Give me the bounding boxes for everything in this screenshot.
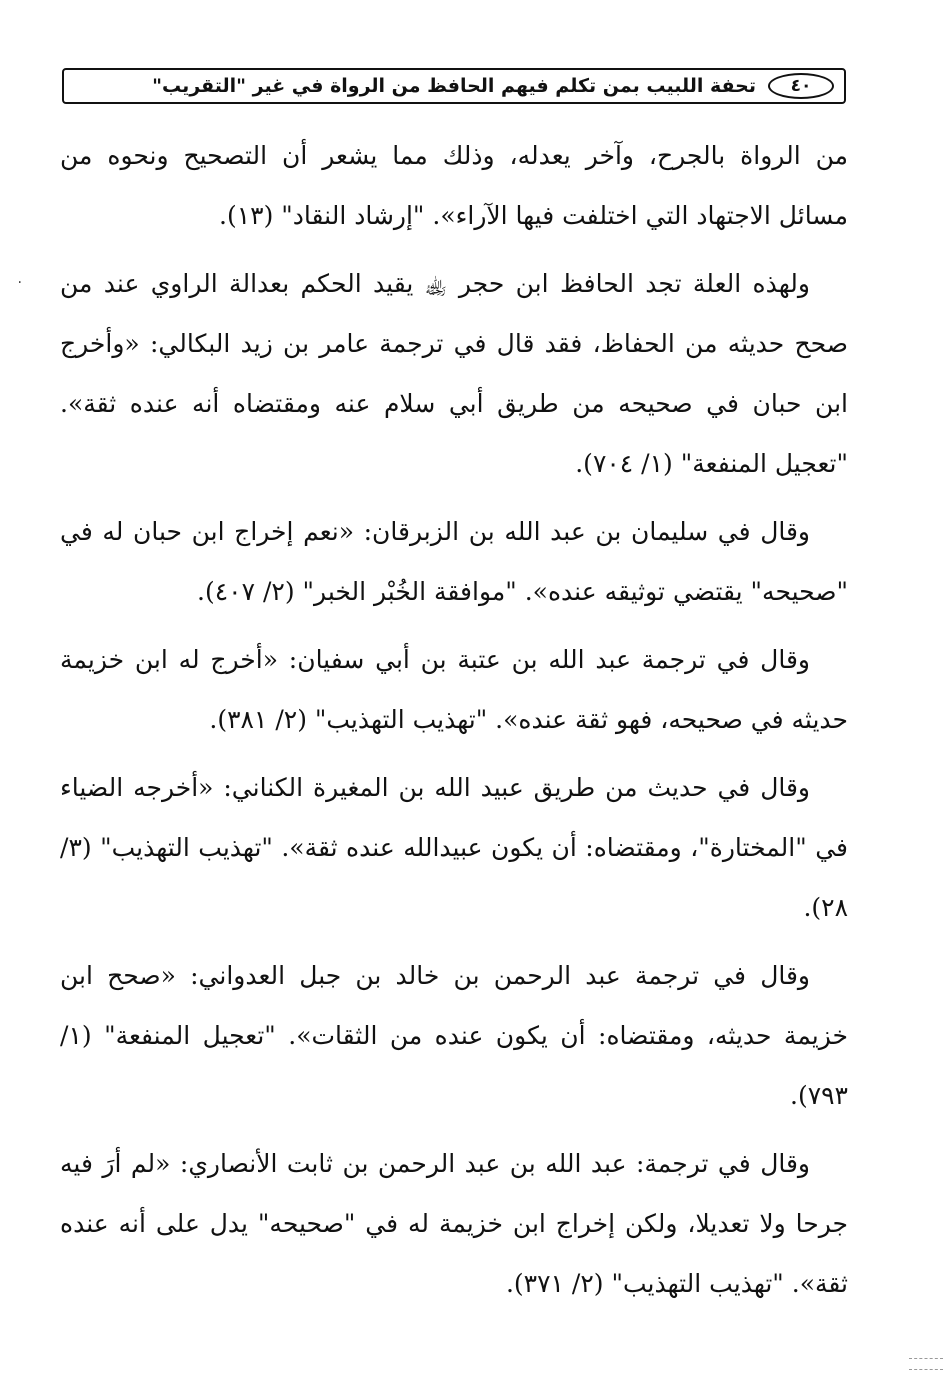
paragraph-5: وقال في حديث من طريق عبيد الله بن المغيرة الكناني: «أخرجه الضياء في "المختارة"، ومقتضاه: أن يكون عبيدالله عنده ثقة». "تهذيب التهذيب" (٣/ ٢٨). — [60, 773, 848, 922]
paragraph-3: وقال في سليمان بن عبد الله بن الزبرقان: «نعم إخراج ابن حبان له في "صحيحه" يقتضي توثيقه عنده». "موافقة الخُبْر الخبر" (٢/ ٤٠٧). — [60, 517, 848, 606]
paragraph-6: وقال في ترجمة عبد الرحمن بن خالد بن جبل العدواني: «صحح ابن خزيمة حديثه، ومقتضاه: أن يكون عنده من الثقات». "تعجيل المنفعة" (١/ ٧٩٣). — [60, 961, 848, 1110]
paragraph-7: وقال في ترجمة: عبد الله بن عبد الرحمن بن ثابت الأنصاري: «لم أرَ فيه جرحا ولا تعديلا، ولكن إخراج ابن خزيمة له في "صحيحه" يدل على أنه عنده ثقة». "تهذيب التهذيب" (٢/ ٣٧١). — [60, 1149, 848, 1298]
paragraph-4: وقال في ترجمة عبد الله بن عتبة بن أبي سفيان: «أخرج له ابن خزيمة حديثه في صحيحه، فهو ثقة عنده». "تهذيب التهذيب" (٢/ ٣٨١). — [60, 645, 848, 734]
page-body — [60, 126, 848, 1322]
scan-corner-marks — [909, 1358, 943, 1370]
page-header — [62, 68, 846, 104]
paragraph-2: ولهذه العلة تجد الحافظ ابن حجر ﵀ يقيد الحكم بعدالة الراوي عند من صحح حديثه من الحفاظ، فقد قال في ترجمة عامر بن زيد البكالي: «وأخرج ابن حبان في صحيحه من طريق أبي سلام عنه ومقتضاه أنه عنده ثقة». "تعجيل المنفعة" (١/ ٧٠٤). — [60, 269, 848, 478]
paragraph-1: من الرواة بالجرح، وآخر يعدله، وذلك مما يشعر أن التصحيح ونحوه من مسائل الاجتهاد التي اختلفت فيها الآراء». "إرشاد النقاد" (١٣). — [60, 141, 848, 230]
margin-mark: ٠ — [16, 274, 24, 290]
page-number-badge: ٤٠ — [768, 73, 834, 99]
book-title: تحفة اللبيب بمن تكلم فيهم الحافظ من الرواة في غير "التقريب" — [152, 75, 756, 97]
